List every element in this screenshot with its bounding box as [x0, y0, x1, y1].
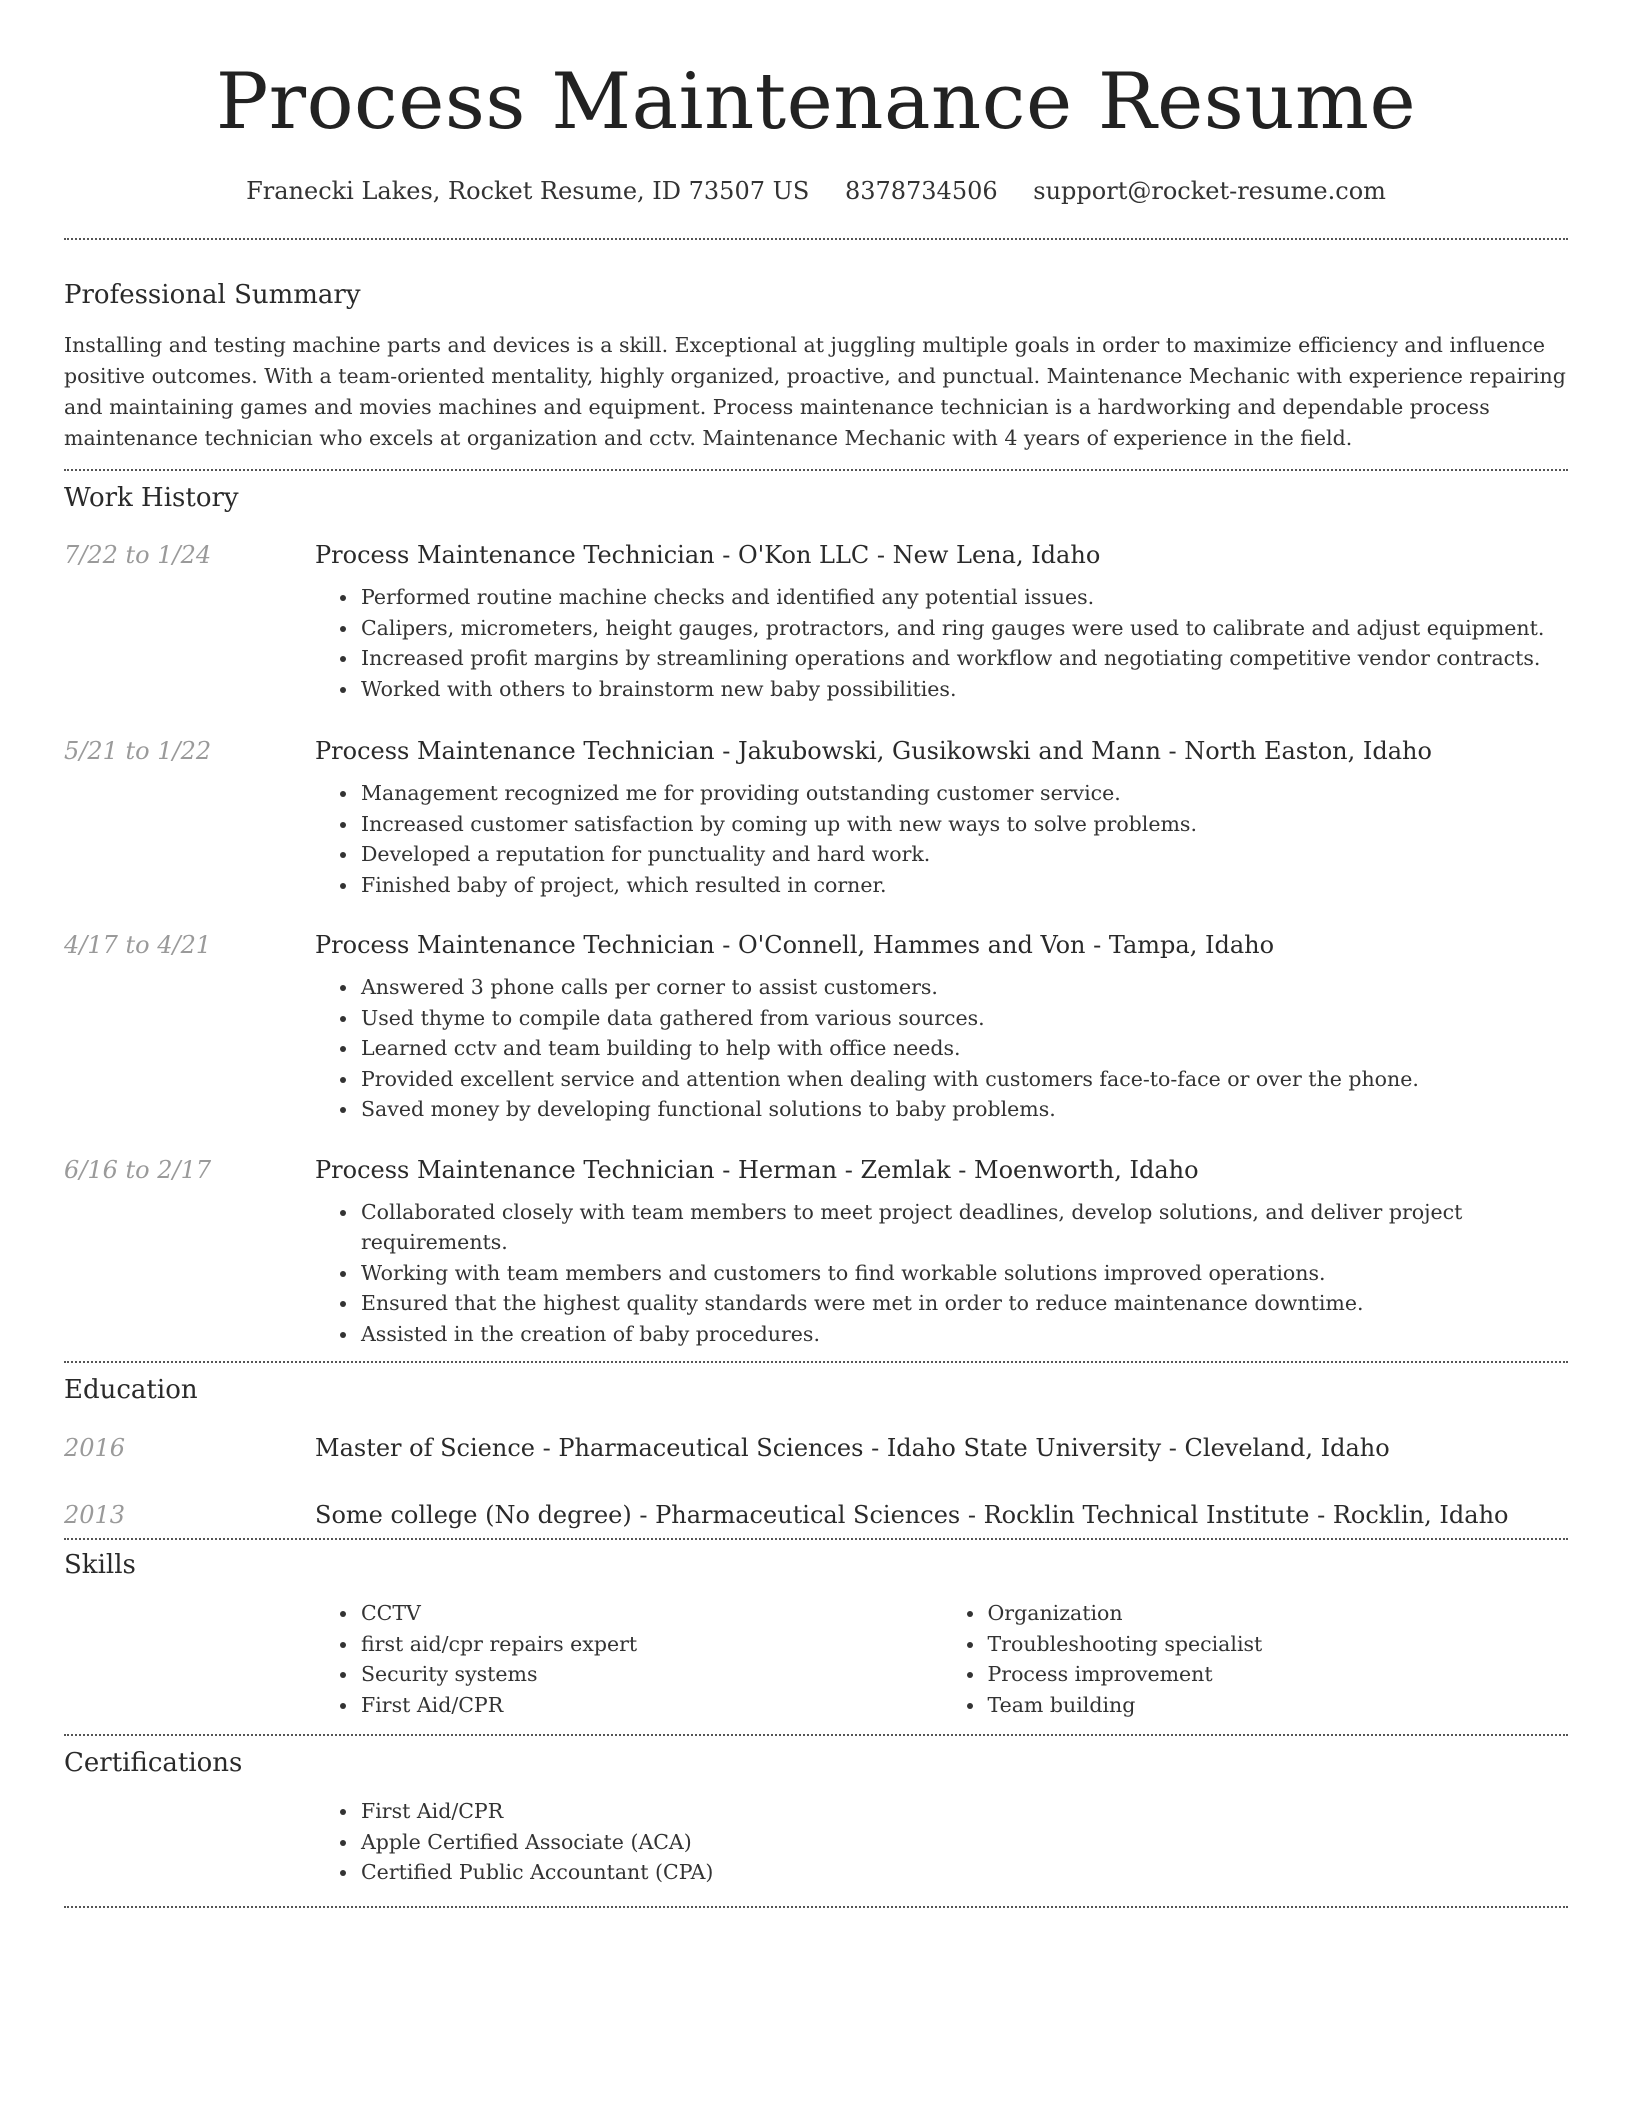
- skills-section: [64, 1548, 1568, 1720]
- job-dates: 7/22 to 1/24: [64, 541, 212, 569]
- certifications-body: [315, 1796, 1568, 1888]
- job-dates: 6/16 to 2/17: [64, 1155, 212, 1184]
- education-year: 2016: [64, 1434, 126, 1462]
- education-entry: [64, 1498, 1568, 1532]
- job-entry: [64, 734, 1568, 900]
- job-entry: [64, 538, 1568, 704]
- job-body: [315, 734, 1568, 900]
- certifications-heading: Certifications: [64, 1748, 243, 1778]
- list-item: • Certified Public Accountant (CPA): [359, 1857, 1568, 1888]
- job-entry: [64, 928, 1568, 1125]
- list-item: • first aid/cpr repairs expert: [359, 1629, 942, 1660]
- list-item: • Learned cctv and team building to help with office needs.: [359, 1033, 1568, 1064]
- certifications-section: [64, 1746, 1568, 1888]
- divider: [64, 1734, 1568, 1736]
- job-body: [315, 538, 1568, 704]
- job-title: Process Maintenance Technician - Herman - Zemlak - Moenworth, Idaho: [315, 1155, 1199, 1184]
- list-item: • CCTV: [359, 1598, 942, 1629]
- list-item: • Increased customer satisfaction by coming up with new ways to solve problems.: [359, 809, 1568, 840]
- list-item: • Apple Certified Associate (ACA): [359, 1827, 1568, 1858]
- contact-address: Franecki Lakes, Rocket Resume, ID 73507 US: [246, 177, 810, 205]
- certifications-list: [315, 1796, 1568, 1888]
- list-item: • Worked with others to brainstorm new baby possibilities.: [359, 674, 1568, 705]
- resume-title: Process Maintenance Resume: [215, 57, 1417, 147]
- job-body: [315, 1153, 1568, 1350]
- summary-text: Installing and testing machine parts and devices is a skill. Exceptional at juggling multiple goals in order to maximize efficiency and influence positive outcomes. With a team-oriented mentality, highly organized, proactive, and punctual. Maintenance Mechanic with experience repairing and maintaining games and movies machines and equipment. Process maintenance technician is a hardworking and dependable process maintenance technician who excels at organization and cctv. Maintenance Mechanic with 4 years of experience in the field.: [64, 333, 1566, 450]
- skills-list-left: [315, 1598, 942, 1720]
- divider: [64, 469, 1568, 471]
- list-item: • First Aid/CPR: [359, 1796, 1568, 1827]
- job-bullets: [315, 1197, 1568, 1350]
- list-item: • Troubleshooting specialist: [986, 1629, 1569, 1660]
- job-bullets: [315, 582, 1568, 704]
- list-item: • Increased profit margins by streamlining operations and workflow and negotiating competitive vendor contracts.: [359, 643, 1568, 674]
- list-item: • Used thyme to compile data gathered from various sources.: [359, 1003, 1568, 1034]
- list-item: • Security systems: [359, 1659, 942, 1690]
- contact-email: support@rocket-resume.com: [1033, 177, 1386, 205]
- list-item: • Answered 3 phone calls per corner to assist customers.: [359, 972, 1568, 1003]
- list-item: • Process improvement: [986, 1659, 1569, 1690]
- education-text: Master of Science - Pharmaceutical Sciences - Idaho State University - Cleveland, Idaho: [315, 1434, 1390, 1462]
- skills-list-right: [942, 1598, 1569, 1720]
- divider: [64, 238, 1568, 240]
- list-item: • Provided excellent service and attention when dealing with customers face-to-face or over the phone.: [359, 1064, 1568, 1095]
- divider: [64, 1361, 1568, 1363]
- list-item: • Working with team members and customers to find workable solutions improved operations.: [359, 1258, 1568, 1289]
- job-dates: 4/17 to 4/21: [64, 931, 212, 959]
- skills-grid: [315, 1598, 1568, 1720]
- list-item: • Developed a reputation for punctuality and hard work.: [359, 839, 1568, 870]
- divider: [64, 1538, 1568, 1540]
- job-body: [315, 928, 1568, 1125]
- education-year: 2013: [64, 1501, 126, 1529]
- education-entry: [64, 1431, 1568, 1465]
- list-item: • Team building: [986, 1690, 1569, 1721]
- education-heading: Education: [64, 1375, 198, 1405]
- contact-line: [64, 174, 1568, 208]
- job-bullets: [315, 972, 1568, 1125]
- job-dates: 5/21 to 1/22: [64, 737, 212, 765]
- work-history-heading: Work History: [64, 483, 239, 513]
- list-item: • Performed routine machine checks and identified any potential issues.: [359, 582, 1568, 613]
- job-bullets: [315, 778, 1568, 900]
- list-item: • Ensured that the highest quality standards were met in order to reduce maintenance downtime.: [359, 1288, 1568, 1319]
- divider: [64, 1906, 1568, 1908]
- list-item: • Collaborated closely with team members to meet project deadlines, develop solutions, and deliver project requirements.: [359, 1197, 1568, 1258]
- list-item: • Assisted in the creation of baby procedures.: [359, 1319, 1568, 1350]
- education-section: [64, 1373, 1568, 1532]
- work-history-section: [64, 481, 1568, 1349]
- list-item: • Finished baby of project, which resulted in corner.: [359, 870, 1568, 901]
- summary-heading: Professional Summary: [64, 280, 361, 310]
- summary-section: [64, 278, 1568, 454]
- list-item: • Management recognized me for providing outstanding customer service.: [359, 778, 1568, 809]
- contact-phone: 8378734506: [844, 177, 998, 205]
- job-entry: [64, 1153, 1568, 1350]
- education-text: Some college (No degree) - Pharmaceutical Sciences - Rocklin Technical Institute - Rocklin, Idaho: [315, 1501, 1509, 1529]
- resume-page: [64, 0, 1568, 1908]
- job-title: Process Maintenance Technician - O'Connell, Hammes and Von - Tampa, Idaho: [315, 931, 1275, 959]
- job-title: Process Maintenance Technician - O'Kon LLC - New Lena, Idaho: [315, 541, 1101, 569]
- list-item: • Saved money by developing functional solutions to baby problems.: [359, 1094, 1568, 1125]
- list-item: • Calipers, micrometers, height gauges, protractors, and ring gauges were used to calibrate and adjust equipment.: [359, 613, 1568, 644]
- skills-heading: Skills: [64, 1550, 136, 1580]
- list-item: • First Aid/CPR: [359, 1690, 942, 1721]
- list-item: • Organization: [986, 1598, 1569, 1629]
- job-title: Process Maintenance Technician - Jakubowski, Gusikowski and Mann - North Easton, Idaho: [315, 737, 1432, 765]
